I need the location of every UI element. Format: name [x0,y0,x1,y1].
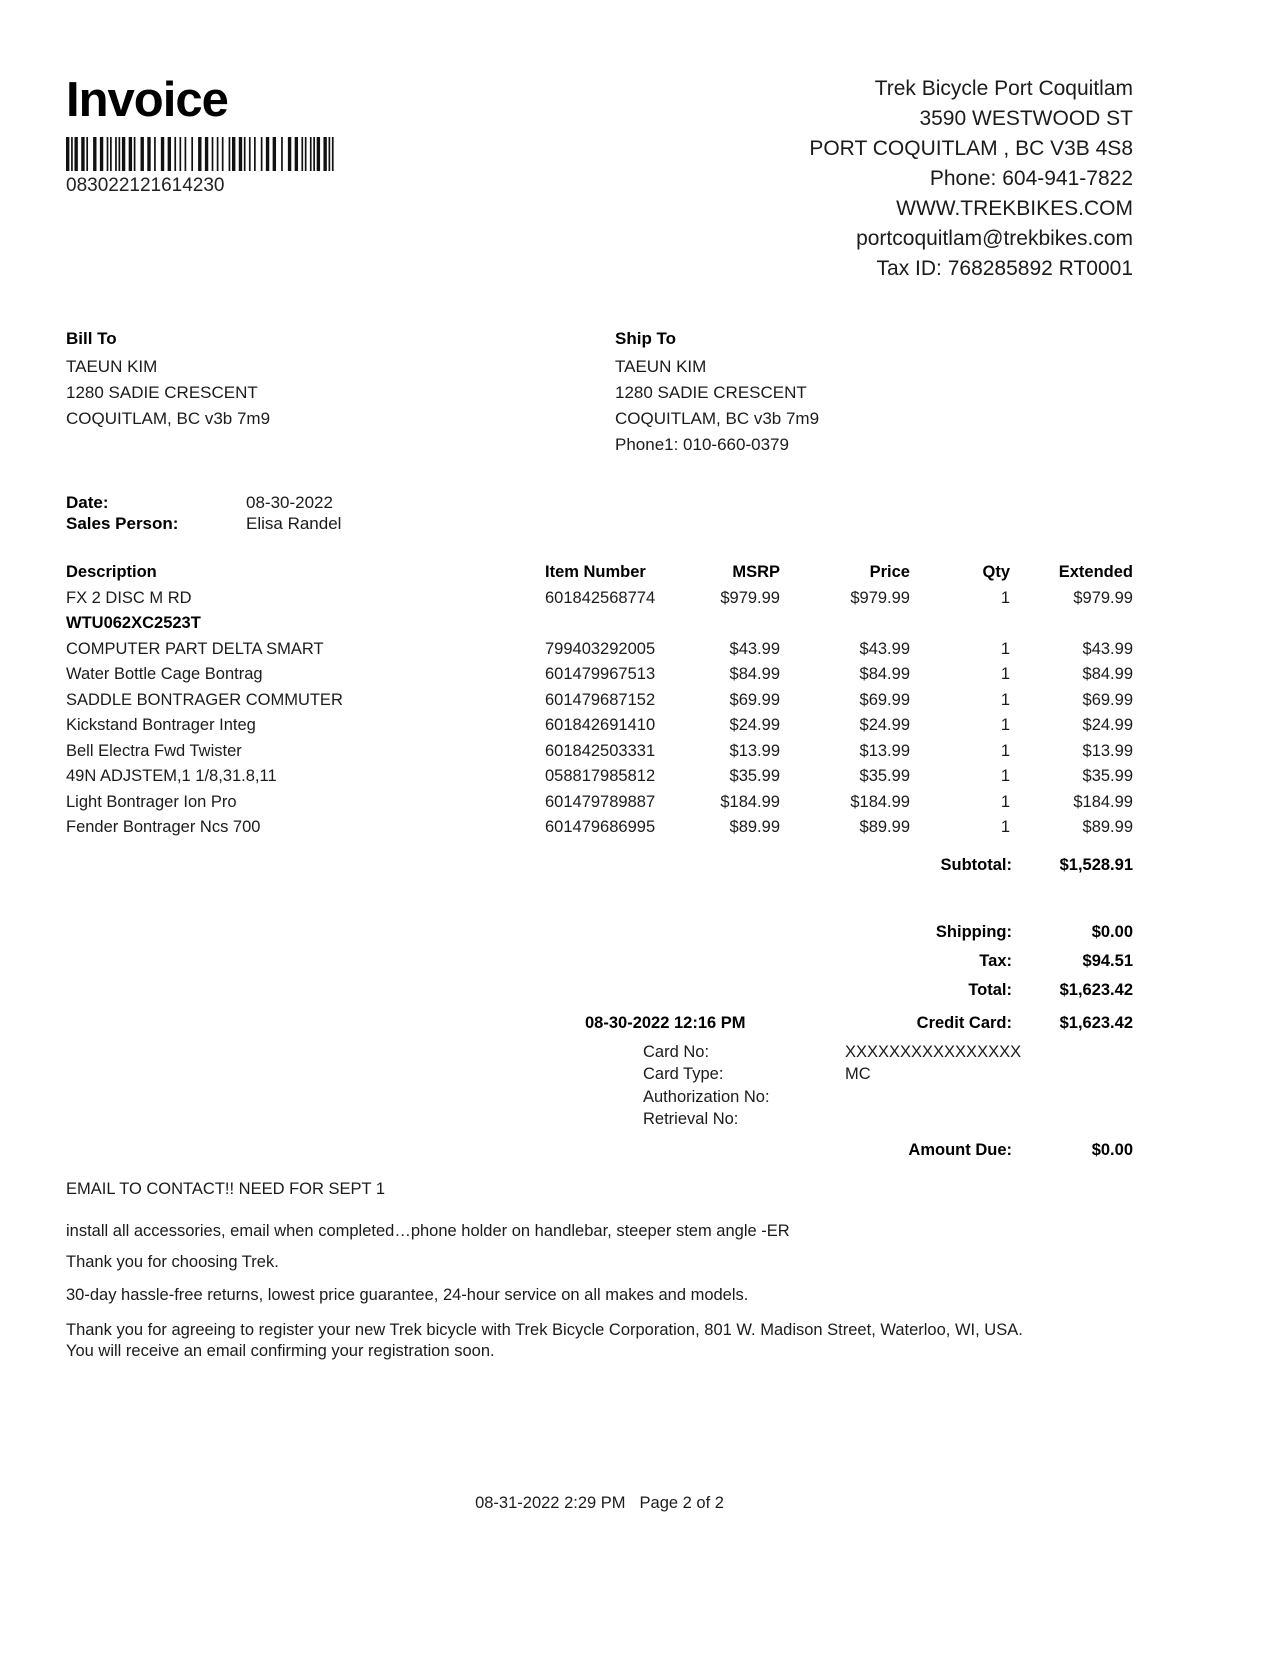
cell-item-number: 601842691410 [545,716,656,734]
ship-to-name: TAEUN KIM [615,357,707,376]
cell-price: $13.99 [859,741,910,760]
barcode-image [66,137,337,171]
table-row [66,790,1133,816]
cell-description: Bell Electra Fwd Twister [66,741,242,760]
retrieval-no-label: Retrieval No: [643,1110,739,1128]
card-type-row [66,1063,1133,1086]
card-type-value: MC [845,1065,871,1083]
subtotal-label: Subtotal: [940,855,1012,874]
cell-item-number: 601479967513 [545,665,656,683]
cell-msrp: $13.99 [729,741,780,760]
cell-qty: 1 [1000,716,1010,734]
cell-item-number: 601479686995 [545,818,656,836]
sales-person-value: Elisa Randel [246,514,342,533]
cell-description: FX 2 DISC M RD [66,588,192,607]
items-table-header [66,560,1133,586]
amount-due-label: Amount Due: [908,1140,1012,1159]
ship-to-address-line2: COQUITLAM, BC v3b 7m9 [615,409,820,428]
sales-person-label: Sales Person: [66,514,179,533]
cell-item-number [545,611,675,637]
header [66,74,1133,284]
authorization-no-row [66,1086,1133,1109]
ship-to-block [615,326,1133,458]
cell-price: $184.99 [850,792,910,811]
cell-extended: $69.99 [1082,690,1133,709]
cell-extended: $184.99 [1073,792,1133,811]
tax-label: Tax: [979,951,1012,970]
total-row [66,978,1133,1003]
sales-person-row [66,513,1133,534]
note-thank-you: Thank you for choosing Trek. [66,1252,279,1271]
footer-page-number: Page 2 of 2 [639,1494,724,1512]
date-value: 08-30-2022 [246,493,333,512]
store-name: Trek Bicycle Port Coquitlam [874,77,1133,100]
items-table [66,560,1133,841]
cell-description: Light Bontrager Ion Pro [66,792,237,811]
cell-price: $979.99 [850,588,910,607]
cell-extended: $13.99 [1082,741,1133,760]
header-price: Price [869,563,910,581]
cell-price: $89.99 [859,818,910,836]
cell-msrp: $84.99 [729,665,780,683]
header-extended: Extended [1058,563,1133,581]
cell-description: Fender Bontrager Ncs 700 [66,818,261,836]
cell-msrp: $89.99 [729,818,780,836]
items-table-body [66,586,1133,841]
cell-description: COMPUTER PART DELTA SMART [66,639,324,658]
card-type-label: Card Type: [643,1065,724,1083]
notes-section [66,1179,1133,1363]
store-info-block [809,74,1133,284]
cell-extended [1010,611,1133,637]
table-row [66,815,1133,841]
cell-extended: $43.99 [1082,639,1133,658]
barcode-svg [66,137,337,171]
store-address-line2: PORT COQUITLAM , BC V3B 4S8 [809,137,1133,160]
meta-section [66,492,1133,534]
cell-qty: 1 [1000,665,1010,683]
cell-qty: 1 [1000,792,1010,811]
cell-extended: $24.99 [1082,716,1133,734]
cell-price: $24.99 [859,716,910,734]
shipping-value: $0.00 [1091,922,1133,941]
store-website: WWW.TREKBIKES.COM [896,197,1133,220]
cell-msrp: $69.99 [729,690,780,709]
header-item-number: Item Number [545,563,646,581]
note-registration [66,1320,1133,1363]
cell-qty: 1 [1000,818,1010,836]
cell-extended: $84.99 [1082,665,1133,683]
date-label: Date: [66,493,109,512]
store-email: portcoquitlam@trekbikes.com [856,227,1133,250]
table-row [66,713,1133,739]
invoice-title: Invoice [66,73,228,127]
cell-description: Water Bottle Cage Bontrag [66,665,263,683]
authorization-no-value [845,1086,1133,1109]
cell-description: SADDLE BONTRAGER COMMUTER [66,690,343,709]
subtotal-value: $1,528.91 [1059,855,1133,874]
table-row [66,662,1133,688]
cell-item-number: 601842503331 [545,741,656,760]
cell-description: 49N ADJSTEM,1 1/8,31.8,11 [66,767,277,785]
credit-card-value: $1,623.42 [1059,1013,1133,1032]
cell-item-number: 601479687152 [545,690,656,709]
card-no-row [66,1041,1133,1064]
authorization-no-label: Authorization No: [643,1087,770,1106]
store-phone: Phone: 604-941-7822 [929,167,1133,190]
retrieval-no-value [845,1108,1133,1131]
cell-msrp: $35.99 [729,767,780,785]
cell-price: $84.99 [859,665,910,683]
cell-description: WTU062XC2523T [66,614,201,632]
date-row [66,492,1133,513]
shipping-row [66,920,1133,945]
barcode-number: 083022121614230 [66,174,225,196]
cell-item-number: 601479789887 [545,792,656,811]
cell-qty: 1 [1000,690,1010,709]
ship-to-heading: Ship To [615,329,677,348]
tax-value: $94.51 [1082,951,1133,970]
cell-item-number: 799403292005 [545,639,656,658]
retrieval-no-row [66,1108,1133,1131]
total-value: $1,623.42 [1059,980,1133,999]
cell-qty: 1 [1000,588,1010,607]
card-no-value: XXXXXXXXXXXXXXXX [845,1042,1022,1061]
tax-row [66,949,1133,974]
cell-extended: $979.99 [1073,588,1133,607]
cell-description: Kickstand Bontrager Integ [66,716,256,734]
cell-price [780,611,910,637]
cell-msrp: $184.99 [720,792,780,811]
payment-datetime: 08-30-2022 12:16 PM [585,1013,746,1032]
note-registration-line2: You will receive an email confirming your registration soon. [66,1342,495,1360]
page-footer [66,1494,1133,1513]
cell-qty: 1 [1000,767,1010,785]
amount-due-row [66,1138,1133,1163]
table-row [66,637,1133,663]
footer-timestamp: 08-31-2022 2:29 PM [475,1494,626,1512]
credit-card-row [66,1011,1133,1036]
ship-to-phone: Phone1: 010-660-0379 [615,435,789,454]
cell-msrp [675,611,780,637]
cell-qty: 1 [1000,741,1010,760]
cell-extended: $89.99 [1082,818,1133,836]
store-address-line1: 3590 WESTWOOD ST [919,107,1133,130]
card-details-block [66,1041,1133,1131]
cell-qty: 1 [1000,639,1010,658]
header-left [66,74,337,197]
table-row [66,739,1133,765]
table-row [66,688,1133,714]
header-description: Description [66,563,157,581]
credit-card-label: Credit Card: [916,1013,1012,1032]
bill-to-name: TAEUN KIM [66,357,158,376]
cell-price: $35.99 [859,767,910,785]
bill-to-block [66,326,615,458]
bill-to-address-line2: COQUITLAM, BC v3b 7m9 [66,409,271,428]
cell-msrp: $979.99 [720,588,780,607]
cell-msrp: $24.99 [729,716,780,734]
addresses-section [66,326,1133,458]
subtotal-row [66,853,1133,878]
total-label: Total: [968,980,1012,999]
bill-to-address-line1: 1280 SADIE CRESCENT [66,383,258,402]
table-row [66,764,1133,790]
cell-qty [910,611,1010,637]
store-tax-id: Tax ID: 768285892 RT0001 [876,257,1133,280]
note-registration-line1: Thank you for agreeing to register your new Trek bicycle with Trek Bicycle Corporation, 801 W. Madison Street, Waterloo, WI, USA. [66,1320,1023,1339]
table-row [66,586,1133,612]
table-row [66,611,1133,637]
cell-item-number: 058817985812 [545,767,656,785]
header-msrp: MSRP [732,563,780,581]
note-install-instructions: install all accessories, email when completed…phone holder on handlebar, steeper stem angle -ER [66,1222,790,1240]
header-qty: Qty [982,563,1010,581]
cell-item-number: 601842568774 [545,588,656,607]
bill-to-heading: Bill To [66,329,117,348]
card-no-label: Card No: [643,1042,710,1061]
amount-due-value: $0.00 [1091,1140,1133,1159]
note-returns-policy: 30-day hassle-free returns, lowest price guarantee, 24-hour service on all makes and models. [66,1286,749,1304]
cell-price: $69.99 [859,690,910,709]
cell-extended: $35.99 [1082,767,1133,785]
shipping-label: Shipping: [935,922,1012,941]
cell-price: $43.99 [859,639,910,658]
note-email-contact: EMAIL TO CONTACT!! NEED FOR SEPT 1 [66,1179,386,1198]
ship-to-address-line1: 1280 SADIE CRESCENT [615,383,807,402]
cell-msrp: $43.99 [729,639,780,658]
